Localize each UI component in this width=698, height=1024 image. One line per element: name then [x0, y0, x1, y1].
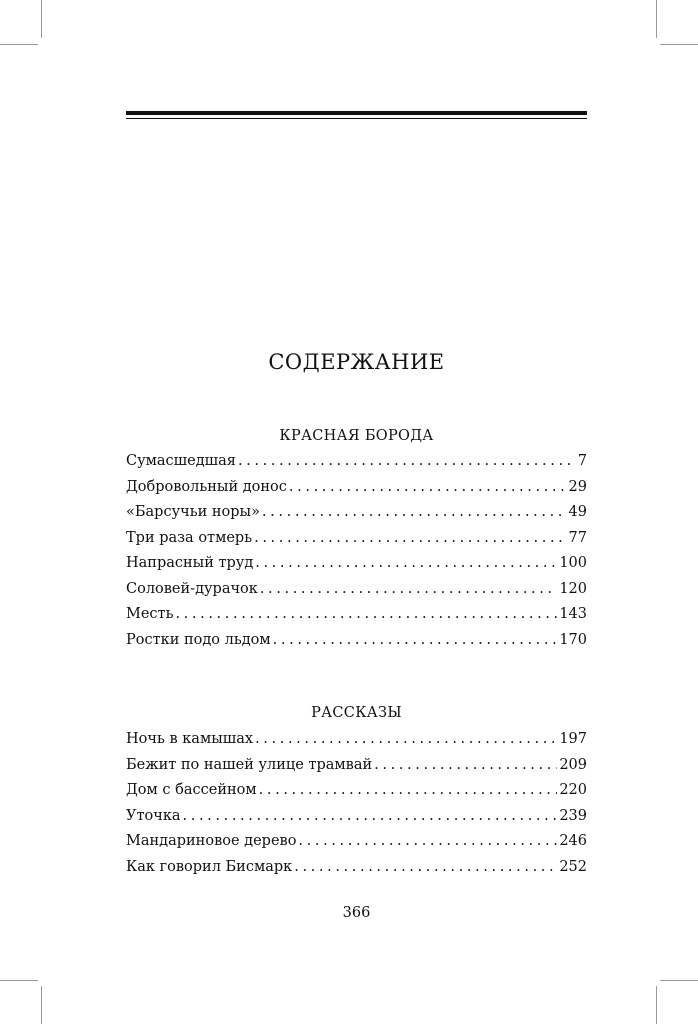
crop-mark-bottom-left-h	[0, 980, 38, 981]
toc-entry-title: Месть	[126, 606, 174, 622]
toc-leader-dots	[262, 504, 567, 520]
toc-entry-title: Как говорил Бисмарк	[126, 858, 293, 875]
crop-mark-bottom-right	[656, 986, 657, 1024]
toc-entry-title: Сумасшедшая	[126, 453, 236, 469]
toc-leader-dots	[374, 757, 557, 773]
toc-entry-page: 170	[559, 631, 587, 648]
toc-leader-dots	[183, 808, 558, 824]
toc-entry-title: Ночь в камышах	[126, 731, 254, 747]
toc-leader-dots	[255, 555, 557, 571]
crop-mark-top-right-h	[660, 44, 698, 45]
toc-entry[interactable]	[126, 782, 587, 808]
toc-leader-dots	[259, 782, 558, 798]
toc-entry-page: 252	[559, 858, 587, 875]
toc-leader-dots	[294, 859, 557, 875]
crop-mark-top-right	[656, 0, 657, 38]
toc-leader-dots	[260, 581, 557, 597]
toc-entry[interactable]	[126, 581, 587, 607]
toc-leader-dots	[254, 530, 566, 546]
toc-leader-dots	[273, 632, 558, 648]
contents-heading: СОДЕРЖАНИЕ	[268, 350, 445, 374]
toc-entry-page: 143	[559, 606, 587, 622]
toc-entry-title: Уточка	[126, 807, 181, 824]
toc-entry-title: Мандариновое дерево	[126, 833, 297, 849]
toc-entry[interactable]	[126, 808, 587, 834]
toc-entry-page: 7	[577, 453, 587, 469]
toc-entry-title: «Барсучьи норы»	[126, 504, 260, 520]
toc-leader-dots	[175, 606, 557, 622]
toc-entry-title: Соловей-дурачок	[126, 580, 258, 597]
header-rule-thick	[126, 111, 587, 115]
toc-entry[interactable]	[126, 453, 587, 479]
toc-entry-page: 120	[559, 580, 587, 597]
toc-entry-page: 246	[559, 833, 587, 849]
section-title-krasnaya-boroda: КРАСНАЯ БОРОДА	[279, 428, 434, 444]
toc-entry[interactable]	[126, 757, 587, 783]
toc-entry-page: 49	[568, 504, 587, 520]
toc-leader-dots	[238, 453, 576, 469]
toc-entry-page: 220	[559, 782, 587, 798]
toc-entry-title: Бежит по нашей улице трамвай	[126, 756, 373, 773]
toc-entry[interactable]	[126, 833, 587, 859]
toc-entry-title: Ростки подо льдом	[126, 631, 271, 648]
toc-entry-page: 209	[559, 756, 587, 773]
toc-entry-title: Три раза отмерь	[126, 529, 253, 546]
toc-list-section-1	[126, 453, 587, 657]
toc-entry[interactable]	[126, 632, 587, 658]
toc-entry[interactable]	[126, 555, 587, 581]
toc-list-section-2	[126, 731, 587, 884]
toc-entry-page: 239	[559, 807, 587, 824]
toc-entry[interactable]	[126, 504, 587, 530]
toc-entry[interactable]	[126, 530, 587, 556]
toc-entry-page: 100	[559, 555, 587, 571]
toc-entry-title: Добровольный донос	[126, 478, 287, 495]
crop-mark-bottom-left	[41, 986, 42, 1024]
toc-leader-dots	[298, 833, 557, 849]
crop-mark-top-left	[41, 0, 42, 38]
toc-leader-dots	[255, 731, 557, 747]
toc-entry[interactable]	[126, 606, 587, 632]
toc-entry[interactable]	[126, 731, 587, 757]
toc-entry-page: 29	[568, 478, 587, 495]
crop-mark-bottom-right-h	[660, 980, 698, 981]
toc-entry-page: 197	[559, 731, 587, 747]
toc-leader-dots	[289, 479, 567, 495]
page-number: 366	[342, 905, 371, 921]
toc-entry[interactable]	[126, 859, 587, 885]
toc-entry[interactable]	[126, 479, 587, 505]
section-title-rasskazy: РАССКАЗЫ	[311, 705, 402, 721]
header-rule-thin	[126, 118, 587, 119]
crop-mark-top-left-h	[0, 44, 38, 45]
toc-entry-title: Дом с бассейном	[126, 782, 257, 798]
toc-entry-page: 77	[568, 529, 587, 546]
toc-entry-title: Напрасный труд	[126, 555, 254, 571]
